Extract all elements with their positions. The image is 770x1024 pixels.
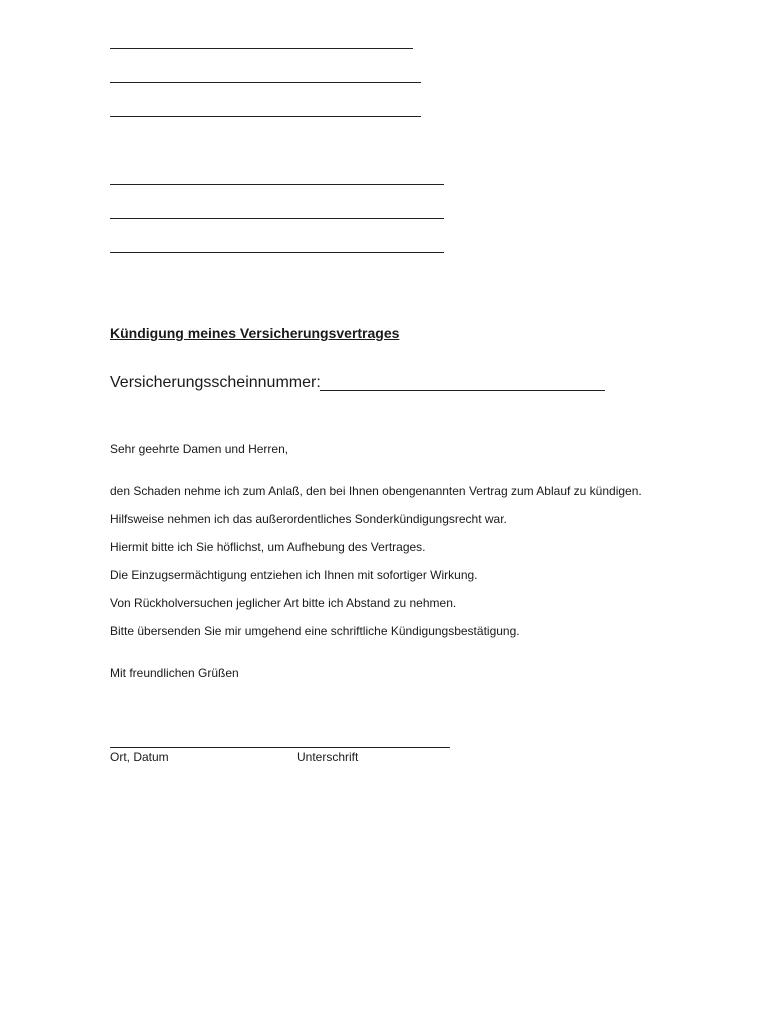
- signature-line[interactable]: [110, 747, 450, 748]
- letter-subject-heading: Kündigung meines Versicherungsvertrages: [110, 325, 400, 341]
- body-line: Bitte übersenden Sie mir umgehend eine schriftliche Kündigungsbestätigung.: [110, 624, 520, 638]
- sender-line-3[interactable]: [110, 116, 421, 117]
- policy-number-label: Versicherungsscheinnummer:: [110, 374, 321, 391]
- sender-line-1[interactable]: [110, 48, 413, 49]
- body-line: Die Einzugsermächtigung entziehen ich Ihnen mit sofortiger Wirkung.: [110, 568, 478, 582]
- body-line: Von Rückholversuchen jeglicher Art bitte ich Abstand zu nehmen.: [110, 596, 457, 610]
- policy-number-field[interactable]: [320, 390, 605, 391]
- recipient-line-3[interactable]: [110, 252, 444, 253]
- signature-label: Unterschrift: [297, 750, 359, 764]
- recipient-line-2[interactable]: [110, 218, 444, 219]
- body-line: Hilfsweise nehmen ich das außerordentliches Sonderkündigungsrecht war.: [110, 512, 507, 526]
- body-line: Hiermit bitte ich Sie höflichst, um Aufhebung des Vertrages.: [110, 540, 426, 554]
- sender-line-2[interactable]: [110, 82, 421, 83]
- place-date-label: Ort, Datum: [110, 750, 169, 764]
- recipient-line-1[interactable]: [110, 184, 444, 185]
- body-line: den Schaden nehme ich zum Anlaß, den bei Ihnen obengenannten Vertrag zum Ablauf zu kündigen.: [110, 484, 642, 498]
- salutation: Sehr geehrte Damen und Herren,: [110, 442, 289, 456]
- closing: Mit freundlichen Grüßen: [110, 666, 239, 680]
